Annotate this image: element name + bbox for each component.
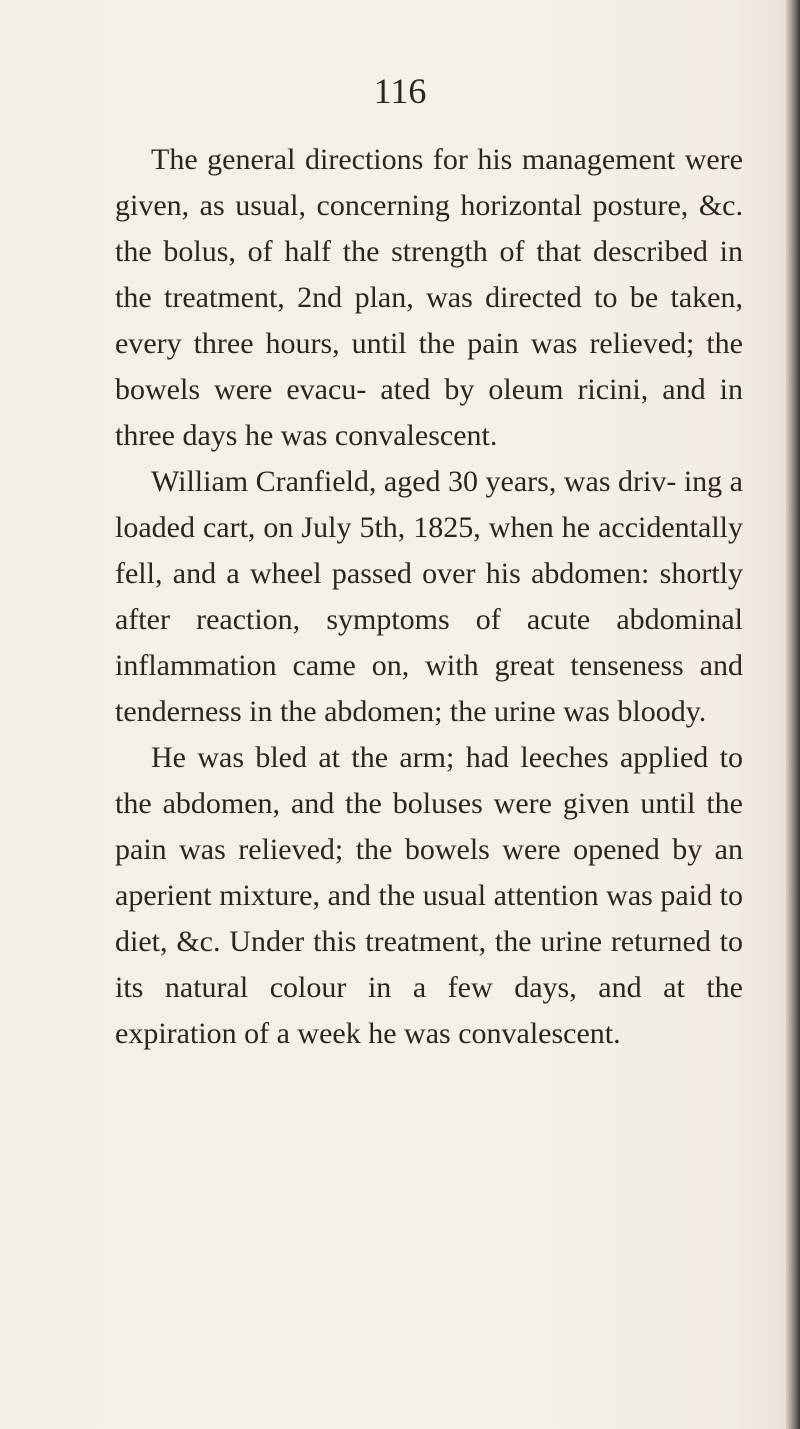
body-text xyxy=(115,137,743,1057)
page-edge-shadow xyxy=(786,0,800,1429)
paragraph-1: The general directions for his management were given, as usual, concerning horizontal posture, &c. the bolus, of half the strength of that described in the treatment, 2nd plan, was directed to be taken, every three hours, until the pain was relieved; the bowels were evacu- ated by oleum ricini, and in three days he was convalescent. xyxy=(115,143,743,452)
page-number: 116 xyxy=(373,71,427,111)
paragraph-3: He was bled at the arm; had leeches applied to the abdomen, and the boluses were given until the pain was relieved; the bowels were opened by an aperient mixture, and the usual attention was paid to diet, &c. Under this treatment, the urine returned to its natural colour in a few days, and at the expiration of a week he was convalescent. xyxy=(115,741,743,1050)
paragraph-2: William Cranfield, aged 30 years, was driv- ing a loaded cart, on July 5th, 1825, when he accidentally fell, and a wheel passed over his abdomen: shortly after reaction, symptoms of acute abdominal inflammation came on, with great tenseness and tenderness in the abdomen; the urine was bloody. xyxy=(115,465,743,728)
